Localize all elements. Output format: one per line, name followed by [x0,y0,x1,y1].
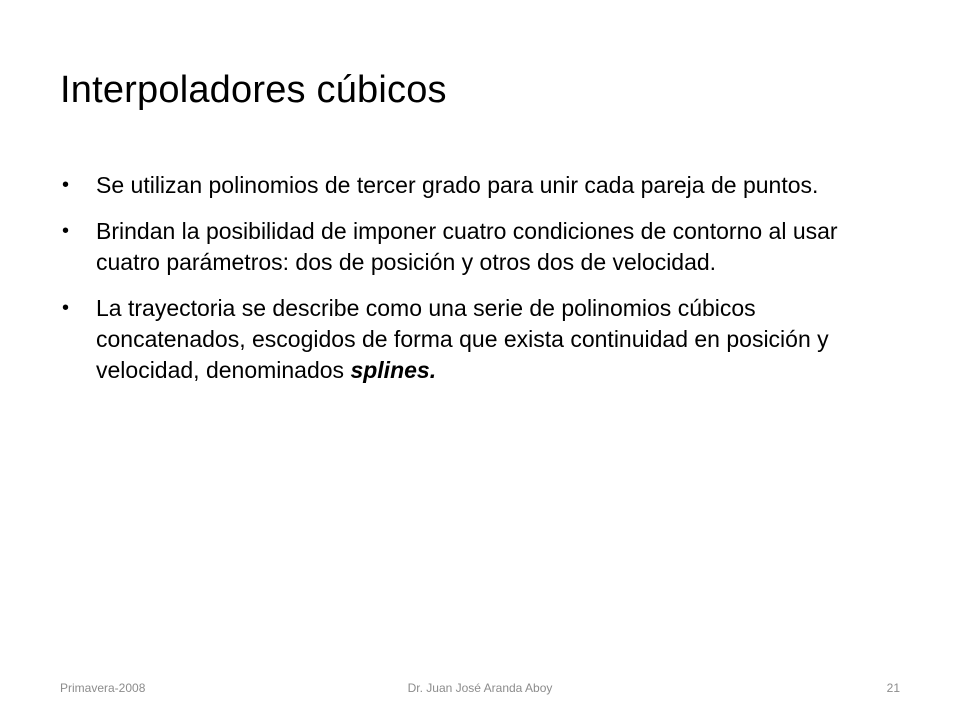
slide-title: Interpoladores cúbicos [60,69,447,111]
bullet-icon: • [62,297,70,319]
bullet-text: Brindan la posibilidad de imponer cuatro condiciones de contorno al usar cuatro parámetros: dos de posición y otros dos de velocidad. [96,218,838,275]
bullet-text: La trayectoria se describe como una serie de polinomios cúbicos concatenados, escogidos de forma que exista continuidad en posición y velocidad, denominados [96,295,829,383]
bullet-text: Se utilizan polinomios de tercer grado para unir cada pareja de puntos. [96,172,819,198]
bullet-list [60,170,880,401]
splines-emphasis: splines. [350,357,437,383]
footer-author: Dr. Juan José Aranda Aboy [407,681,553,695]
bullet-item-3 [60,293,880,386]
bullet-item-2 [60,216,880,278]
slide-number: 21 [886,681,900,695]
footer-date: Primavera-2008 [60,681,146,695]
bullet-item-1 [60,170,880,201]
bullet-icon: • [62,174,70,196]
bullet-icon: • [62,220,70,242]
